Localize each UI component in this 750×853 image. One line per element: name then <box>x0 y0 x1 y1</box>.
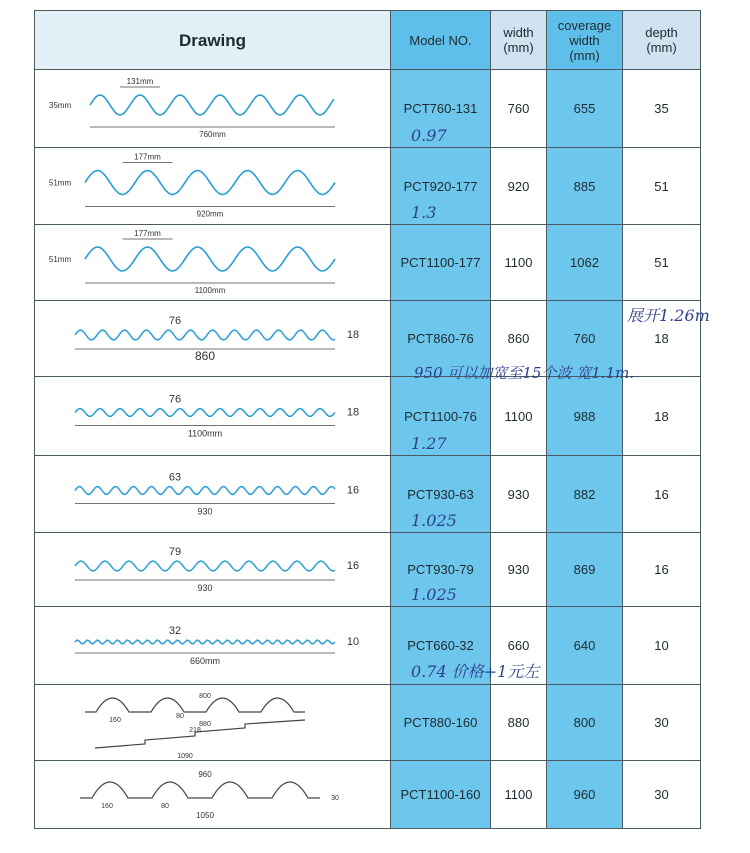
model-number-cell-value: PCT1100-160 <box>400 787 481 802</box>
profile-drawing <box>35 71 389 147</box>
width-cell <box>491 761 547 829</box>
depth-cell <box>623 377 701 456</box>
model-number-cell-value: PCT760-131 <box>403 101 478 116</box>
table-row <box>35 607 701 685</box>
depth-label: 10 <box>346 635 360 648</box>
total-width-label: 660mm <box>189 655 221 666</box>
step-label: 218 <box>189 726 201 734</box>
header-coverage-label: coverage width (mm) <box>557 17 612 63</box>
handwritten-note: 1.27 <box>411 434 447 453</box>
model-number-cell-value: PCT1100-177 <box>400 255 481 270</box>
total-width-label: 860 <box>194 348 216 363</box>
corrugated-profile-line <box>75 561 335 571</box>
width-cell-value: 1100 <box>504 787 533 802</box>
depth-label: 16 <box>346 559 360 572</box>
profile-drawing-cell <box>35 225 391 301</box>
profile-drawing-cell <box>35 148 391 225</box>
header-coverage <box>547 11 623 70</box>
pitch-label: 63 <box>168 471 182 483</box>
width-cell-value: 930 <box>507 486 530 502</box>
profile-drawing <box>35 686 389 760</box>
crest-label: 80 <box>161 802 169 810</box>
corrugated-profile-line <box>75 408 335 416</box>
total-width-label: 1100mm <box>194 285 226 295</box>
depth-cell <box>623 685 701 761</box>
model-number-cell <box>391 377 491 456</box>
width-cell-value: 860 <box>507 331 530 346</box>
depth-cell-value: 16 <box>654 486 669 502</box>
coverage-width-cell <box>547 377 623 456</box>
table-row <box>35 456 701 533</box>
depth-cell-value: 30 <box>654 715 669 730</box>
pitch-label: 160 <box>101 802 113 810</box>
profile-drawing <box>35 762 389 828</box>
header-model: Model NO. <box>391 11 491 70</box>
coverage-width-cell <box>547 533 623 607</box>
header-depth-label: depth (mm) <box>645 25 678 55</box>
width-cell <box>491 148 547 225</box>
header-drawing: Drawing <box>35 11 391 70</box>
coverage-width-cell-value: 1062 <box>570 255 599 270</box>
profile-drawing-cell <box>35 761 391 829</box>
handwritten-note: 0.74 价格+1元左 <box>411 662 540 681</box>
depth-cell-value: 51 <box>654 255 669 270</box>
width-cell <box>491 607 547 685</box>
width-cell <box>491 70 547 148</box>
pitch-label: 79 <box>168 545 182 558</box>
tile-profile-line <box>85 698 305 712</box>
spec-table <box>34 10 710 829</box>
depth-label: 51mm <box>48 178 72 187</box>
handwritten-note: 1.025 <box>411 585 457 604</box>
table-row <box>35 377 701 456</box>
handwritten-note: 1.025 <box>411 511 457 530</box>
depth-label: 30 <box>331 794 339 802</box>
coverage-width-cell <box>547 607 623 685</box>
profile-drawing <box>35 608 389 684</box>
profile-drawing <box>35 534 389 606</box>
width-cell-value: 1100 <box>504 255 533 270</box>
width-cell <box>491 456 547 533</box>
model-number-cell <box>391 685 491 761</box>
depth-label: 51mm <box>48 254 72 264</box>
width-cell-value: 660 <box>507 638 530 653</box>
model-number-cell <box>391 607 540 685</box>
model-number-cell <box>391 70 491 148</box>
depth-cell-value: 16 <box>654 562 669 577</box>
profile-drawing-cell <box>35 70 391 148</box>
depth-cell <box>623 456 701 533</box>
width-cell-value: 930 <box>507 562 530 577</box>
profile-drawing-cell <box>35 377 391 456</box>
profile-drawing <box>35 302 389 376</box>
bottom-width-label: 880 <box>199 720 211 728</box>
coverage-width-cell-value: 655 <box>573 101 596 116</box>
depth-cell-value: 18 <box>654 331 669 346</box>
total-width-label: 1100mm <box>187 428 223 438</box>
header-row <box>35 11 701 70</box>
model-number-cell <box>391 456 491 533</box>
model-number-cell-value: PCT660-32 <box>407 638 474 653</box>
table-row <box>35 761 701 829</box>
width-cell-value: 1100 <box>504 408 533 424</box>
crest-label: 80 <box>176 712 184 720</box>
corrugated-profile-line <box>75 486 335 494</box>
pitch-label: 177mm <box>134 228 161 238</box>
depth-cell <box>623 533 701 607</box>
model-number-cell-value: PCT860-76 <box>407 331 474 346</box>
model-number-cell <box>391 533 491 607</box>
top-width-label: 800 <box>199 692 211 700</box>
pitch-label: 76 <box>168 314 182 327</box>
coverage-width-cell-value: 640 <box>573 638 596 653</box>
header-width-label: width (mm) <box>503 25 534 55</box>
corrugated-profile-line <box>75 640 335 644</box>
depth-cell <box>623 148 701 225</box>
model-number-cell-value: PCT880-160 <box>403 715 478 730</box>
profile-drawing <box>35 149 389 224</box>
model-number-cell-value: PCT930-63 <box>407 486 474 502</box>
coverage-width-cell-value: 760 <box>573 331 596 346</box>
pitch-label: 131mm <box>126 76 154 86</box>
model-number-cell <box>391 761 491 829</box>
depth-label: 18 <box>346 406 360 418</box>
table-row <box>35 70 701 148</box>
total-width-label: 920mm <box>196 209 224 218</box>
coverage-width-cell-value: 960 <box>573 787 596 802</box>
handwritten-note: 展开1.26m <box>627 306 710 325</box>
pitch-label: 32 <box>168 624 182 637</box>
depth-cell <box>623 70 701 148</box>
width-cell-value: 760 <box>507 101 530 116</box>
coverage-width-cell-value: 882 <box>573 486 596 502</box>
table-row <box>35 148 701 225</box>
spec-sheet <box>34 10 710 840</box>
table-row <box>35 225 701 301</box>
table-row <box>35 533 701 607</box>
coverage-width-cell-value: 988 <box>573 408 596 424</box>
handwritten-note: 1.3 <box>411 203 437 222</box>
coverage-width-cell <box>547 456 623 533</box>
header-width <box>491 11 547 70</box>
depth-cell-value: 51 <box>654 178 669 194</box>
pitch-label: 160 <box>109 716 121 724</box>
profile-drawing-cell <box>35 301 391 377</box>
depth-cell <box>623 761 701 829</box>
corrugated-profile-line <box>85 247 335 271</box>
corrugated-profile-line <box>85 170 335 194</box>
coverage-width-cell <box>547 225 623 301</box>
depth-cell <box>623 225 701 301</box>
profile-drawing-cell <box>35 685 391 761</box>
total-width-label: 1090 <box>177 752 193 760</box>
width-cell-value: 880 <box>507 715 530 730</box>
depth-label: 35mm <box>48 100 72 110</box>
handwritten-note: 0.97 <box>411 126 447 145</box>
width-cell-value: 920 <box>507 178 530 194</box>
corrugated-profile-line <box>90 95 334 115</box>
coverage-width-cell-value: 869 <box>573 562 596 577</box>
profile-drawing <box>35 226 389 300</box>
total-width-label: 930 <box>197 506 213 516</box>
corrugated-profile-line <box>75 330 335 340</box>
width-cell <box>491 225 547 301</box>
header-depth <box>623 11 701 70</box>
row4-handwritten-note: 950 可以加宽至15个波 宽1.1m. <box>414 364 635 382</box>
depth-cell-value: 30 <box>654 787 669 802</box>
total-width-label: 930 <box>197 582 213 593</box>
coverage-width-cell-value: 800 <box>573 715 596 730</box>
total-width-label: 1050 <box>196 810 214 820</box>
model-number-cell-value: PCT1100-76 <box>404 408 477 424</box>
depth-cell-value: 18 <box>654 408 669 424</box>
depth-label: 16 <box>346 484 360 496</box>
width-cell <box>491 533 547 607</box>
depth-cell-value: 35 <box>654 101 669 116</box>
model-number-cell <box>391 148 491 225</box>
depth-cell <box>623 607 701 685</box>
depth-cell <box>623 301 710 377</box>
top-width-label: 960 <box>198 769 212 779</box>
depth-cell-value: 10 <box>654 638 669 653</box>
coverage-width-cell <box>547 761 623 829</box>
model-number-cell <box>391 225 491 301</box>
coverage-width-cell <box>547 685 623 761</box>
profile-drawing-cell <box>35 533 391 607</box>
coverage-width-cell <box>547 148 623 225</box>
depth-label: 18 <box>346 328 360 341</box>
model-number-cell-value: PCT930-79 <box>407 562 474 577</box>
profile-drawing-cell <box>35 607 391 685</box>
total-width-label: 760mm <box>199 129 226 139</box>
width-cell <box>491 377 547 456</box>
profile-drawing <box>35 457 389 532</box>
coverage-width-cell-value: 885 <box>573 178 596 194</box>
coverage-width-cell <box>547 70 623 148</box>
pitch-label: 76 <box>168 393 182 405</box>
tile-profile-line <box>80 782 320 798</box>
pitch-label: 177mm <box>134 152 161 161</box>
profile-drawing-cell <box>35 456 391 533</box>
profile-drawing <box>35 378 389 455</box>
width-cell <box>491 685 547 761</box>
model-number-cell-value: PCT920-177 <box>403 178 478 194</box>
table-row <box>35 685 701 761</box>
